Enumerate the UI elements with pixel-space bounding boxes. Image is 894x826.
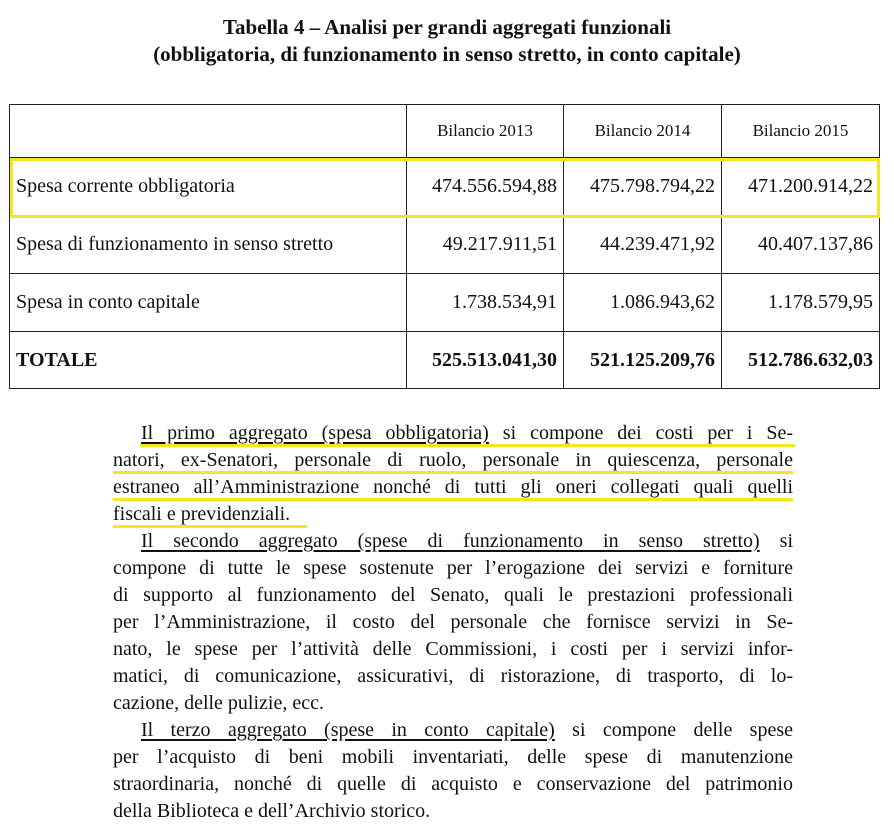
- text-line: cazione, delle pulizie, ecc.: [113, 692, 324, 714]
- row-label: Spesa corrente obbligatoria: [10, 158, 407, 216]
- paragraph-first-aggregate: [113, 420, 793, 528]
- underlined-lead: Il terzo aggregato (spese in conto capitale): [141, 719, 555, 741]
- text-run: si compone delle spese: [554, 719, 794, 741]
- total-label: TOTALE: [10, 332, 407, 389]
- text-line: [113, 420, 793, 447]
- text-line: [113, 528, 793, 555]
- table-row: [10, 158, 880, 216]
- underlined-lead: Il secondo aggregato (spese di funzionamento in senso stretto): [141, 530, 760, 552]
- row-value-2015: 471.200.914,22: [722, 158, 880, 216]
- row-value-2015: 1.178.579,95: [722, 274, 880, 332]
- text-line: straordinaria, nonché di quelle di acquisto e conservazione del patrimonio: [113, 773, 793, 795]
- text-line: compone di tutte le spese sostenute per l’erogazione dei servizi e forniture: [113, 557, 793, 579]
- total-value-2015: 512.786.632,03: [722, 332, 880, 389]
- table-total-row: [10, 332, 880, 389]
- row-value-2013: 474.556.594,88: [407, 158, 564, 216]
- header-cell-empty: [10, 105, 407, 158]
- text-line: [113, 447, 793, 474]
- text-line: [113, 717, 793, 744]
- table-row: [10, 216, 880, 274]
- aggregates-table: [9, 104, 880, 389]
- table-title-line2: (obbligatoria, di funzionamento in senso stretto, in conto capitale): [153, 42, 741, 66]
- header-cell-2015: Bilancio 2015: [722, 105, 880, 158]
- row-value-2013: 1.738.534,91: [407, 274, 564, 332]
- row-label: Spesa in conto capitale: [10, 274, 407, 332]
- header-cell-2013: Bilancio 2013: [407, 105, 564, 158]
- total-value-2013: 525.513.041,30: [407, 332, 564, 389]
- table-header-row: [10, 105, 880, 158]
- total-value-2014: 521.125.209,76: [564, 332, 722, 389]
- text-line: [113, 474, 793, 501]
- underlined-lead: Il primo aggregato (spesa obbligatoria): [141, 422, 489, 444]
- text-line: [113, 501, 793, 528]
- table-title-line1: Tabella 4 – Analisi per grandi aggregati funzionali: [222, 15, 672, 39]
- text-run: si: [759, 530, 794, 552]
- paragraph-third-aggregate: [113, 717, 793, 825]
- text-line: di supporto al funzionamento del Senato, quali le prestazioni professionali: [113, 584, 793, 606]
- row-label: Spesa di funzionamento in senso stretto: [10, 216, 407, 274]
- text-run: estraneo all’Amministrazione nonché di tutti gli oneri collegati quali quelli: [113, 476, 793, 498]
- row-value-2013: 49.217.911,51: [407, 216, 564, 274]
- text-line: per l’acquisto di beni mobili inventariati, delle spese di manutenzione: [113, 746, 793, 768]
- explanatory-text: [113, 420, 793, 825]
- header-cell-2014: Bilancio 2014: [564, 105, 722, 158]
- text-run: si compone dei costi per i Se-: [488, 422, 793, 444]
- text-run: fiscali e previdenziali.: [113, 503, 291, 525]
- row-value-2014: 475.798.794,22: [564, 158, 722, 216]
- row-value-2014: 1.086.943,62: [564, 274, 722, 332]
- row-value-2014: 44.239.471,92: [564, 216, 722, 274]
- text-line: della Biblioteca e dell’Archivio storico.: [113, 800, 431, 822]
- text-run: natori, ex-Senatori, personale di ruolo, personale in quiescenza, personale: [113, 449, 793, 471]
- table-row: [10, 274, 880, 332]
- table-title: [0, 14, 894, 68]
- text-line: nato, le spese per l’attività delle Commissioni, i costi per i servizi infor-: [113, 638, 793, 660]
- row-value-2015: 40.407.137,86: [722, 216, 880, 274]
- text-line: matici, di comunicazione, assicurativi, di ristorazione, di trasporto, di lo-: [113, 665, 793, 687]
- text-line: per l’Amministrazione, il costo del personale che fornisce servizi in Se-: [113, 611, 793, 633]
- paragraph-second-aggregate: [113, 528, 793, 717]
